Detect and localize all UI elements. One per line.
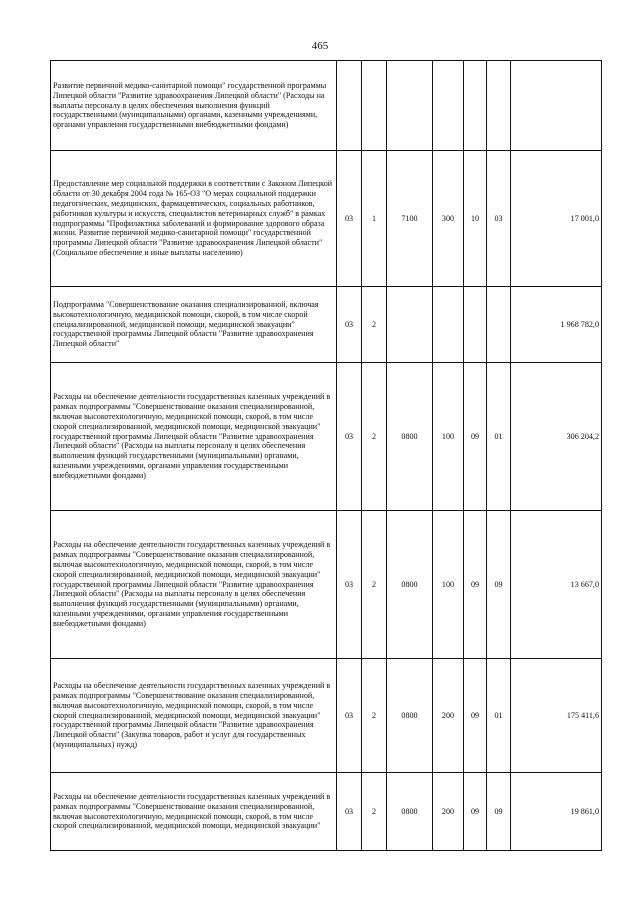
- amount-cell: 19 861,0: [511, 773, 602, 851]
- subsection-code: 01: [487, 659, 511, 773]
- expense-type-code: 200: [433, 773, 464, 851]
- row-description: Расходы на обеспечение деятельности государственных казенных учреждений в рамках подпрограммы "Совершенствование оказания специализированной, включая высокотехнологичную, медицинской помощи, скорой, в том числе скорой специализированной, медицинской помощи, медицинской эвакуации": [51, 773, 337, 851]
- expense-type-code: 100: [433, 511, 464, 659]
- subprogram-code: [362, 61, 387, 151]
- section-code: 09: [464, 773, 487, 851]
- expense-type-code: 300: [433, 151, 464, 287]
- subsection-code: 01: [487, 363, 511, 511]
- table-row: [51, 287, 602, 363]
- direction-code: 0800: [387, 363, 433, 511]
- table-row: [51, 659, 602, 773]
- budget-table: [50, 60, 602, 851]
- subsection-code: 09: [487, 511, 511, 659]
- expense-type-code: [433, 61, 464, 151]
- direction-code: [387, 287, 433, 363]
- amount-cell: 13 667,0: [511, 511, 602, 659]
- program-code: 03: [337, 659, 362, 773]
- section-code: 10: [464, 151, 487, 287]
- table-row: [51, 363, 602, 511]
- program-code: [337, 61, 362, 151]
- program-code: 03: [337, 511, 362, 659]
- row-description: Расходы на обеспечение деятельности государственных казенных учреждений в рамках подпрограммы "Совершенствование оказания специализированной, включая высокотехнологичную, медицинской помощи, скорой, в том числе скорой специализированной, медицинской помощи, медицинской эвакуации" государственной программы Липецкой области "Развитие здравоохранения Липецкой области" (Расходы на выплаты персоналу в целях обеспечения выполнения функций государственными (муниципальными) органами, казенными учреждениями, органами управления государственными внебюджетными фондами): [51, 363, 337, 511]
- table-row: [51, 773, 602, 851]
- row-description: Развитие первичной медико-санитарной помощи" государственной программы Липецкой области "Развитие здравоохранения Липецкой области" (Расходы на выплаты персоналу в целях обеспечения выполнения функций государственными (муниципальными) органами, казенными учреждениями, органами управления государственными внебюджетными фондами): [51, 61, 337, 151]
- row-description: Подпрограмма "Совершенствование оказания специализированной, включая высокотехнологичную, медицинской помощи, скорой, в том числе скорой специализированной, медицинской помощи, медицинской эвакуации" государственной программы Липецкой области "Развитие здравоохранения Липецкой области": [51, 287, 337, 363]
- subsection-code: 03: [487, 151, 511, 287]
- direction-code: 0800: [387, 773, 433, 851]
- program-code: 03: [337, 773, 362, 851]
- direction-code: 0800: [387, 511, 433, 659]
- subprogram-code: 2: [362, 363, 387, 511]
- subprogram-code: 2: [362, 511, 387, 659]
- section-code: [464, 61, 487, 151]
- row-description: Расходы на обеспечение деятельности государственных казенных учреждений в рамках подпрограммы "Совершенствование оказания специализированной, включая высокотехнологичную, медицинской помощи, скорой, в том числе скорой специализированной, медицинской помощи, медицинской эвакуации" государственной программы Липецкой области "Развитие здравоохранения Липецкой области" (Расходы на выплаты персоналу в целях обеспечения выполнения функций государственными (муниципальными) органами, казенными учреждениями, органами управления государственными внебюджетными фондами): [51, 511, 337, 659]
- subsection-code: [487, 61, 511, 151]
- row-description: Расходы на обеспечение деятельности государственных казенных учреждений в рамках подпрограммы "Совершенствование оказания специализированной, включая высокотехнологичную, медицинской помощи, скорой, в том числе скорой специализированной, медицинской помощи, медицинской эвакуации" государственной программы Липецкой области "Развитие здравоохранения Липецкой области" (Закупка товаров, работ и услуг для государственных (муниципальных) нужд): [51, 659, 337, 773]
- direction-code: 7100: [387, 151, 433, 287]
- amount-cell: [511, 61, 602, 151]
- amount-cell: 306 204,2: [511, 363, 602, 511]
- amount-cell: 175 411,6: [511, 659, 602, 773]
- expense-type-code: 200: [433, 659, 464, 773]
- subprogram-code: 2: [362, 773, 387, 851]
- subsection-code: [487, 287, 511, 363]
- amount-cell: 17 001,0: [511, 151, 602, 287]
- section-code: [464, 287, 487, 363]
- table-row: [51, 61, 602, 151]
- program-code: 03: [337, 151, 362, 287]
- amount-cell: 1 968 782,0: [511, 287, 602, 363]
- section-code: 09: [464, 659, 487, 773]
- page-number: 465: [311, 40, 329, 52]
- table-row: [51, 511, 602, 659]
- section-code: 09: [464, 363, 487, 511]
- expense-type-code: 100: [433, 363, 464, 511]
- table-row: [51, 151, 602, 287]
- subsection-code: 09: [487, 773, 511, 851]
- direction-code: [387, 61, 433, 151]
- direction-code: 0800: [387, 659, 433, 773]
- subprogram-code: 1: [362, 151, 387, 287]
- row-description: Предоставление мер социальной поддержки в соответствии с Законом Липецкой области от 30 декабря 2004 года № 165-ОЗ "О мерах социальной поддержки педагогических, медицинских, фармацевтических, социальных работников, работников культуры и искусств, специалистов ветеринарных служб" в рамках подпрограммы "Профилактика заболеваний и формирование здорового образа жизни. Развитие первичной медико-санитарной помощи" государственной программы Липецкой области "Развитие здравоохранения Липецкой области" (Социальное обеспечение и иные выплаты населению): [51, 151, 337, 287]
- program-code: 03: [337, 363, 362, 511]
- program-code: 03: [337, 287, 362, 363]
- subprogram-code: 2: [362, 659, 387, 773]
- section-code: 09: [464, 511, 487, 659]
- subprogram-code: 2: [362, 287, 387, 363]
- expense-type-code: [433, 287, 464, 363]
